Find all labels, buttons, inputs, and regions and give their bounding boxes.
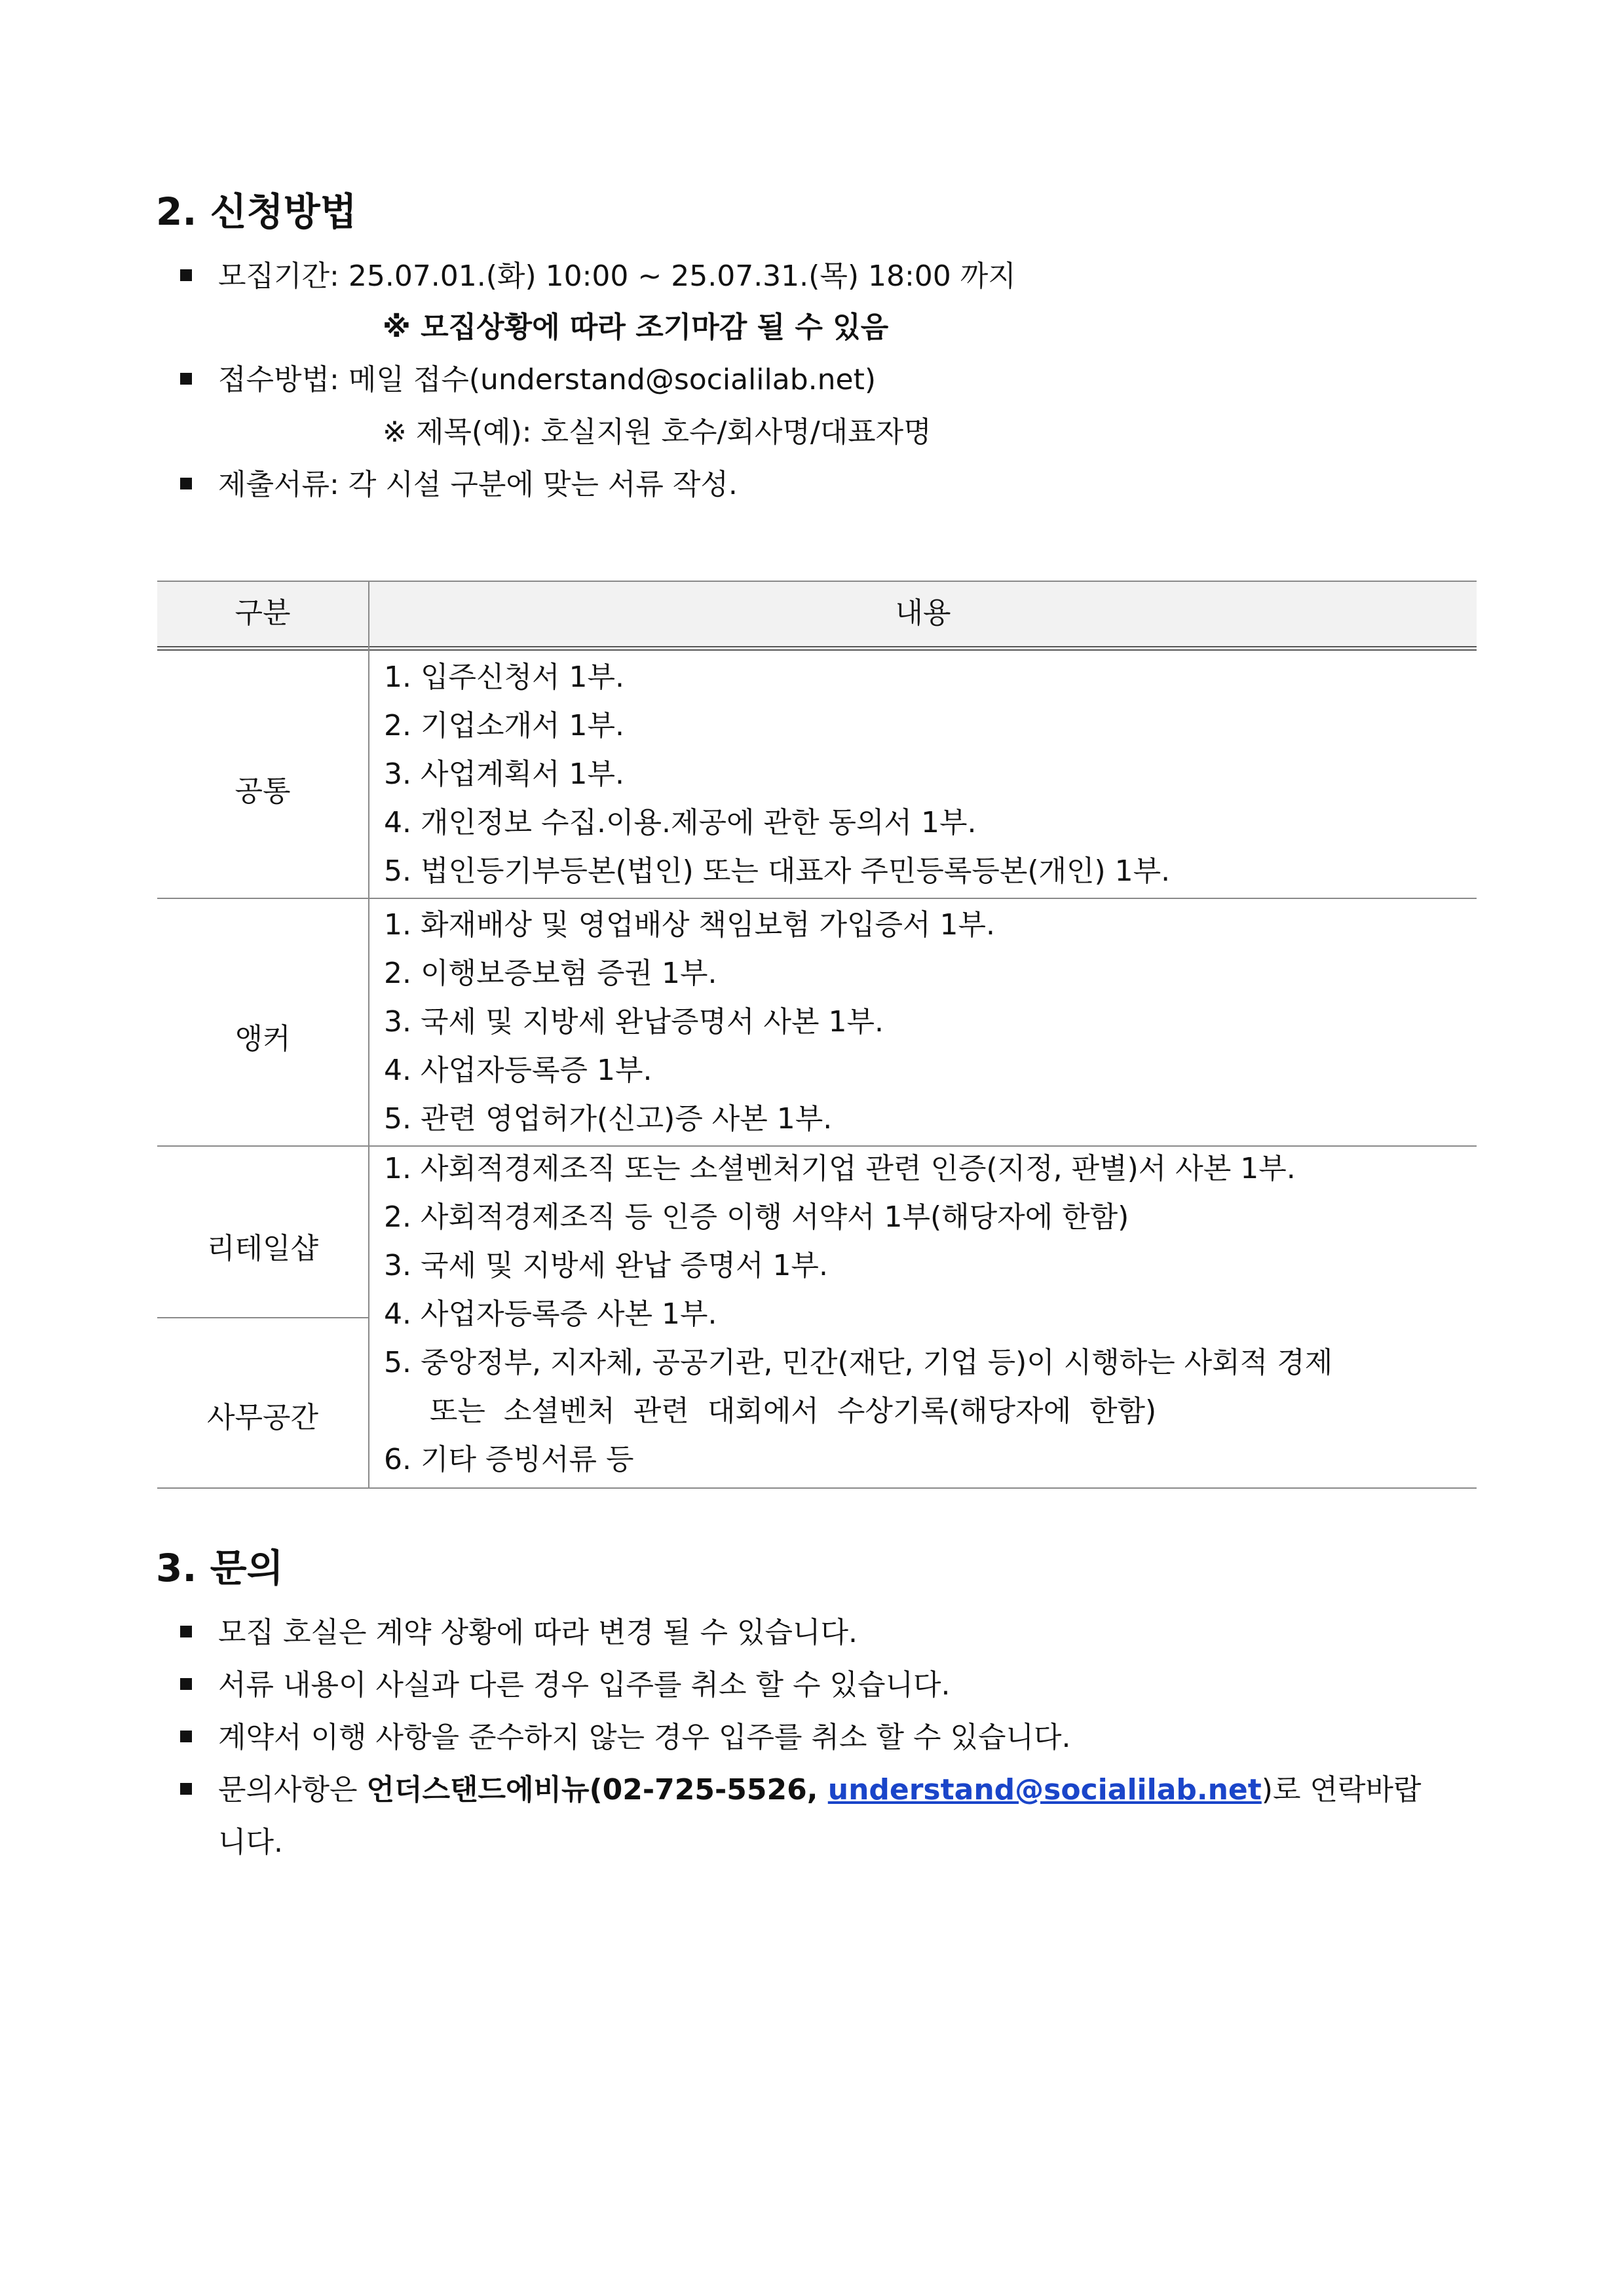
list-item: 6. 기타 증빙서류 등 (384, 1443, 634, 1476)
docs-label: 제출서류: (218, 468, 339, 501)
list-item: 5. 법인등기부등본(법인) 또는 대표자 주민등록등본(개인) 1부. (384, 854, 1171, 888)
inquiry-item (180, 1664, 950, 1706)
square-bullet-icon (180, 1678, 192, 1690)
list-item: 5. 중앙정부, 지자체, 공공기관, 민간(재단, 기업 등)이 시행하는 사회적 경제 (384, 1346, 1333, 1379)
contact-suffix: )로 연락바랍 (1261, 1773, 1422, 1807)
list-item: 3. 국세 및 지방세 완납 증명서 1부. (384, 1249, 828, 1282)
section-3-title: 3. 문의 (156, 1546, 284, 1590)
header-category: 구분 (235, 596, 291, 630)
category-retail-shop: 리테일샵 (206, 1232, 318, 1265)
contact-prefix: 문의사항은 (218, 1773, 367, 1807)
method-label: 접수방법: (218, 363, 339, 396)
header-double-rule (157, 646, 1477, 651)
list-item: 1. 입주신청서 1부. (384, 660, 624, 694)
list-item: 1. 화재배상 및 영업배상 책임보험 가입증서 1부. (384, 908, 995, 942)
list-item: 4. 개인정보 수집.이용.제공에 관한 동의서 1부. (384, 806, 977, 839)
submit-docs-item (180, 464, 738, 506)
square-bullet-icon (180, 478, 192, 489)
list-item: 5. 관련 영업허가(신고)증 사본 1부. (384, 1102, 833, 1136)
square-bullet-icon (180, 1731, 192, 1742)
list-item: 2. 사회적경제조직 등 인증 이행 서약서 1부(해당자에 한함) (384, 1200, 1129, 1234)
square-bullet-icon (180, 269, 192, 281)
square-bullet-icon (180, 373, 192, 385)
method-value: 메일 접수(understand@socialilab.net) (348, 363, 876, 396)
contact-wrap: 니다. (218, 1826, 283, 1859)
category-divider (157, 1317, 368, 1318)
inquiry-text: 모집 호실은 계약 상황에 따라 변경 될 수 있습니다. (218, 1616, 858, 1649)
section-2-title: 2. 신청방법 (156, 189, 357, 234)
square-bullet-icon (180, 1783, 192, 1795)
inquiry-item (180, 1612, 858, 1654)
list-item: 3. 국세 및 지방세 완납증명서 사본 1부. (384, 1005, 884, 1039)
list-item: 3. 사업계획서 1부. (384, 757, 624, 791)
list-item: 2. 이행보증보험 증권 1부. (384, 957, 717, 990)
period-note: ※ 모집상황에 따라 조기마감 될 수 있음 (383, 311, 889, 344)
contact-email-link[interactable]: understand@socialilab.net (827, 1773, 1262, 1807)
column-divider (368, 581, 369, 1489)
category-anchor: 앵커 (235, 1022, 291, 1056)
category-common: 공통 (235, 775, 291, 808)
contact-item (180, 1769, 1421, 1811)
row-divider (157, 898, 1477, 899)
header-content: 내용 (895, 596, 951, 630)
submit-method-item (180, 359, 876, 401)
table-bottom-rule (157, 1487, 1477, 1489)
period-label: 모집기간: (218, 259, 339, 293)
list-item: 4. 사업자등록증 사본 1부. (384, 1297, 717, 1331)
list-item-continuation: 또는 소셜벤처 관련 대회에서 수상기록(해당자에 한함) (384, 1394, 1157, 1428)
period-value: 25.07.01.(화) 10:00 ~ 25.07.31.(목) 18:00 까지 (348, 259, 1016, 293)
list-item: 2. 기업소개서 1부. (384, 709, 624, 742)
inquiry-text: 계약서 이행 사항을 준수하지 않는 경우 입주를 취소 할 수 있습니다. (218, 1721, 1071, 1754)
list-item: 4. 사업자등록증 1부. (384, 1054, 652, 1087)
list-item: 1. 사회적경제조직 또는 소셜벤처기업 관련 인증(지정, 판별)서 사본 1부. (384, 1152, 1296, 1185)
docs-value: 각 시설 구분에 맞는 서류 작성. (348, 468, 738, 501)
inquiry-item (180, 1717, 1070, 1759)
inquiry-text: 서류 내용이 사실과 다른 경우 입주를 취소 할 수 있습니다. (218, 1668, 951, 1702)
method-note: ※ 제목(예): 호실지원 호수/회사명/대표자명 (383, 415, 932, 449)
category-office-space: 사무공간 (206, 1401, 318, 1434)
row-divider (157, 1145, 1477, 1147)
recruit-period-item (180, 256, 1016, 297)
square-bullet-icon (180, 1626, 192, 1637)
contact-org: 언더스탠드에비뉴(02-725-5526, (366, 1773, 828, 1807)
